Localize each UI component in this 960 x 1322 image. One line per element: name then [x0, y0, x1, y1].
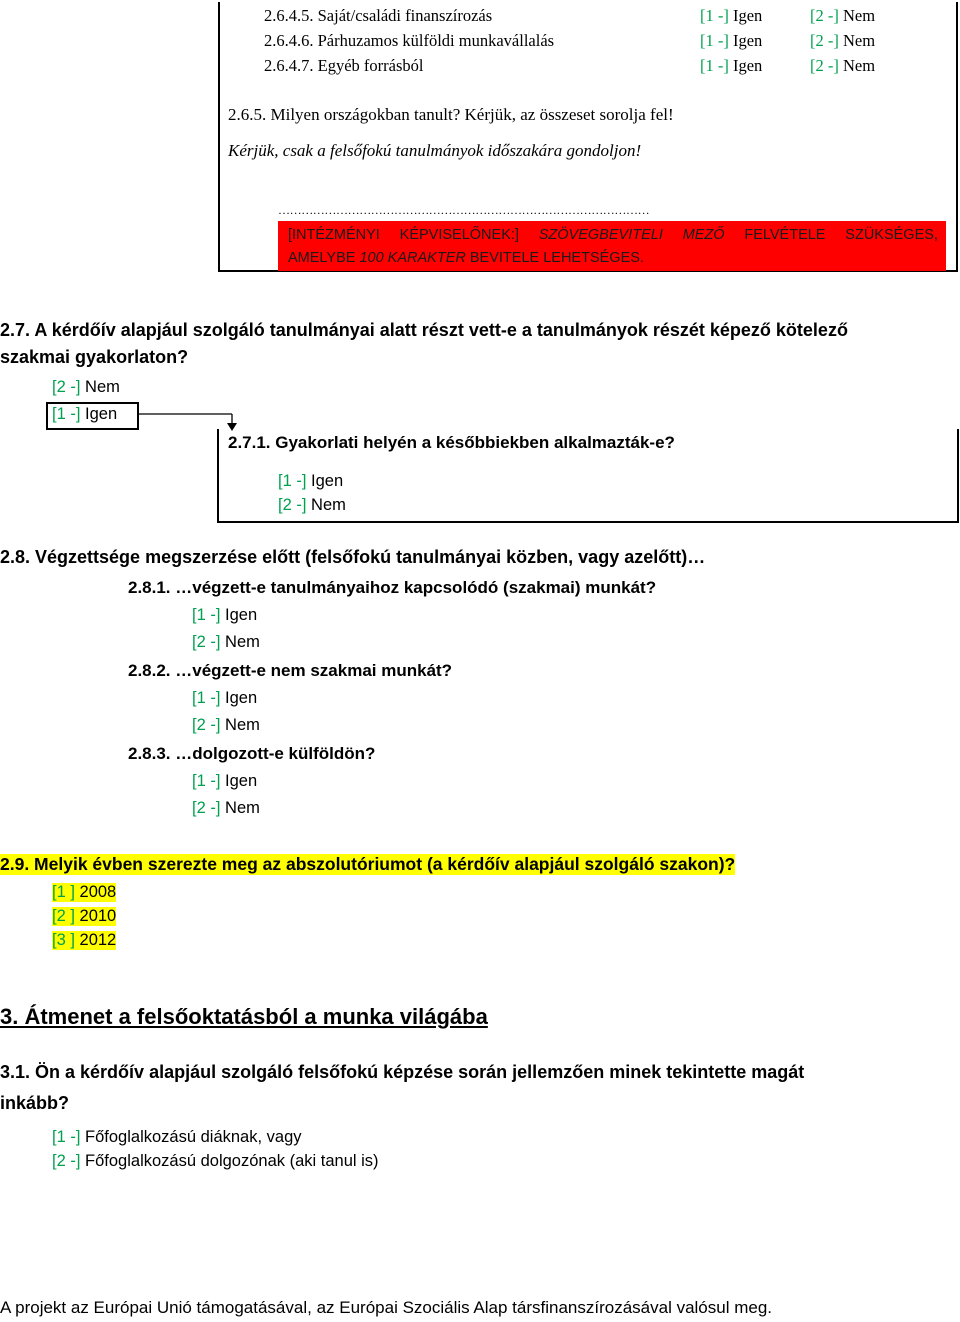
option-2-8-3-no[interactable]: [2 -] Nem [192, 799, 260, 817]
option-3-1-worker[interactable]: [2 -] Főfoglalkozású dolgozónak (aki tanul is) [52, 1152, 379, 1170]
funding-row-no[interactable]: [2 -] Nem [810, 56, 876, 75]
question-2-7-title: 2.7. A kérdőív alapjául szolgáló tanulmányai alatt részt vett-e a tanulmányok részét képező kötelező [0, 320, 848, 340]
institution-note [278, 221, 946, 271]
section-3-heading: 3. Átmenet a felsőoktatásból a munka világába [0, 1004, 488, 1029]
question-2-8-title: 2.8. Végzettsége megszerzése előtt (felsőfokú tanulmányai közben, vagy azelőtt)… [0, 547, 706, 567]
question-3-1-title: 3.1. Ön a kérdőív alapjául szolgáló felsőfokú képzése során jellemzően minek tekintette magát [0, 1062, 805, 1082]
option-2-7-yes[interactable]: [1 -] Igen [52, 405, 118, 423]
option-2-9-2010[interactable]: [2 ] 2010 [52, 907, 117, 925]
institution-note-line1: [INTÉZMÉNYI KÉPVISELŐNEK:] SZÖVEGBEVITELI MEZŐ FELVÉTELE SZÜKSÉGES, [288, 227, 938, 243]
option-2-8-1-yes[interactable]: [1 -] Igen [192, 606, 258, 624]
funding-row-yes[interactable]: [1 -] Igen [700, 6, 763, 25]
question-2-7-1-title: 2.7.1. Gyakorlati helyén a későbbiekben alkalmazták-e? [228, 433, 675, 452]
question-2-6-5-title: 2.6.5. Milyen országokban tanult? Kérjük, az összeset sorolja fel! [228, 105, 674, 124]
option-2-8-2-no[interactable]: [2 -] Nem [192, 716, 260, 734]
funding-row-yes[interactable]: [1 -] Igen [700, 31, 763, 50]
question-3-1-title-cont: inkább? [0, 1093, 70, 1113]
option-2-8-3-yes[interactable]: [1 -] Igen [192, 772, 258, 790]
option-2-7-1-no[interactable]: [2 -] Nem [278, 496, 346, 514]
question-2-6-5-hint: Kérjük, csak a felsőfokú tanulmányok időszakára gondoljon! [228, 141, 642, 160]
question-2-8-3-title: 2.8.3. …dolgozott-e külföldön? [128, 744, 376, 763]
option-2-8-2-yes[interactable]: [1 -] Igen [192, 689, 258, 707]
option-2-7-1-yes[interactable]: [1 -] Igen [278, 472, 344, 490]
option-3-1-student[interactable]: [1 -] Főfoglalkozású diáknak, vagy [52, 1128, 302, 1146]
question-2-8-2-title: 2.8.2. …végzett-e nem szakmai munkát? [128, 661, 453, 680]
option-2-7-no[interactable]: [2 -] Nem [52, 378, 120, 396]
funding-row-no[interactable]: [2 -] Nem [810, 31, 876, 50]
funding-row-label: 2.6.4.7. Egyéb forrásból [264, 56, 424, 75]
answer-dotted-line[interactable]: …………………………………………………………………………………… [278, 203, 650, 217]
institution-note-line2: AMELYBE 100 KARAKTER BEVITELE LEHETSÉGES. [288, 250, 644, 266]
question-2-8-1-title: 2.8.1. …végzett-e tanulmányaihoz kapcsolódó (szakmai) munkát? [128, 578, 657, 597]
funding-row-label: 2.6.4.5. Saját/családi finanszírozás [264, 6, 493, 25]
funding-row-no[interactable]: [2 -] Nem [810, 6, 876, 25]
question-2-9-title: 2.9. Melyik évben szerezte meg az abszolutóriumot (a kérdőív alapjául szolgáló szakon)? [0, 854, 736, 874]
question-2-7-title-cont: szakmai gyakorlaton? [0, 347, 189, 367]
page-footer: A projekt az Európai Unió támogatásával, az Európai Szociális Alap társfinanszírozásával valósul meg. [0, 1298, 773, 1317]
option-2-8-1-no[interactable]: [2 -] Nem [192, 633, 260, 651]
funding-row-yes[interactable]: [1 -] Igen [700, 56, 763, 75]
option-2-9-2008[interactable]: [1 ] 2008 [52, 883, 117, 901]
funding-row-label: 2.6.4.6. Párhuzamos külföldi munkavállalás [264, 31, 555, 50]
option-2-9-2012[interactable]: [3 ] 2012 [52, 931, 117, 949]
